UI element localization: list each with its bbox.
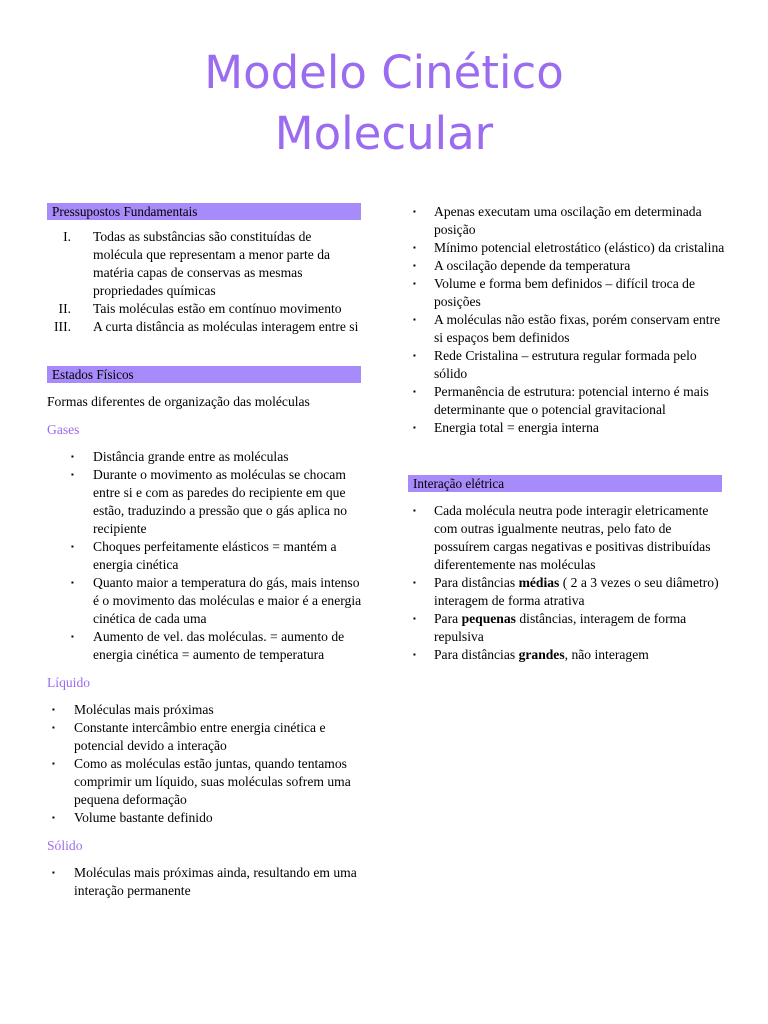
list-item xyxy=(405,347,725,383)
list-text: Moléculas mais próximas xyxy=(74,702,214,717)
list-item xyxy=(44,300,364,318)
title-line-1: Modelo Cinético xyxy=(204,46,564,99)
bullet-icon: ▪ xyxy=(52,868,55,877)
list-number: III. xyxy=(54,319,71,334)
bullet-icon: ▪ xyxy=(71,632,74,641)
title-line-2: Molecular xyxy=(274,107,494,160)
emphasis-text: pequenas xyxy=(461,611,516,626)
emphasis-text: grandes xyxy=(518,647,565,662)
bullet-icon: ▪ xyxy=(413,614,416,623)
list-item xyxy=(44,701,364,719)
list-item xyxy=(44,228,364,300)
bullet-icon: ▪ xyxy=(52,759,55,768)
left-column xyxy=(44,203,364,900)
list-text: Constante intercâmbio entre energia cinética e potencial devido a interação xyxy=(74,720,326,753)
list-text: Cada molécula neutra pode interagir eletricamente com outras igualmente neutras, pelo fato de possuírem cargas negativas e positivas distribuídas diferentemente nas moléculas xyxy=(434,503,711,572)
subheading-liquido: Líquido xyxy=(47,675,91,690)
bullet-icon: ▪ xyxy=(71,542,74,551)
list-item xyxy=(405,574,725,610)
list-item xyxy=(405,646,725,664)
list-text: Tais moléculas estão em contínuo movimento xyxy=(93,301,342,316)
section-header-pressupostos: Pressupostos Fundamentais xyxy=(47,203,361,220)
bullet-icon: ▪ xyxy=(413,650,416,659)
list-text: Volume bastante definido xyxy=(74,810,213,825)
list-text: Distância grande entre as moléculas xyxy=(93,449,289,464)
estados-intro: Formas diferentes de organização das moléculas xyxy=(47,394,310,409)
section-header-interacao: Interação elétrica xyxy=(408,475,722,492)
list-text-before: Para distâncias xyxy=(434,575,519,590)
bullet-icon: ▪ xyxy=(413,423,416,432)
section-header-estados: Estados Físicos xyxy=(47,366,361,383)
list-text: Permanência de estrutura: potencial interno é mais determinante que o potencial gravitacional xyxy=(434,384,709,417)
list-item xyxy=(44,809,364,827)
list-text: Volume e forma bem definidos – difícil troca de posições xyxy=(434,276,695,309)
subheading-solido: Sólido xyxy=(47,838,83,853)
list-text-before: Para distâncias xyxy=(434,647,519,662)
bullet-icon: ▪ xyxy=(413,578,416,587)
list-text-after: distâncias, interagem de forma repulsiva xyxy=(434,611,687,644)
solido-list xyxy=(44,864,364,900)
list-text: Energia total = energia interna xyxy=(434,420,599,435)
list-text: Moléculas mais próximas ainda, resultando em uma interação permanente xyxy=(74,865,357,898)
subheading-gases: Gases xyxy=(47,422,80,437)
bullet-icon: ▪ xyxy=(52,813,55,822)
list-text-before: Para xyxy=(434,611,462,626)
bullet-icon: ▪ xyxy=(413,315,416,324)
list-item xyxy=(405,239,725,257)
list-item xyxy=(44,864,364,900)
bullet-icon: ▪ xyxy=(52,705,55,714)
list-number: I. xyxy=(63,229,71,244)
list-item xyxy=(405,203,725,239)
pressupostos-list xyxy=(44,228,364,336)
list-item xyxy=(405,419,725,437)
list-text: Como as moléculas estão juntas, quando tentamos comprimir um líquido, suas moléculas sofrem uma pequena deformação xyxy=(74,756,351,807)
right-column xyxy=(405,203,725,664)
page-title xyxy=(0,42,768,164)
list-text: Mínimo potencial eletrostático (elástico) da cristalina xyxy=(434,240,725,255)
list-item xyxy=(405,275,725,311)
list-item xyxy=(44,755,364,809)
bullet-icon: ▪ xyxy=(52,723,55,732)
list-text: A curta distância as moléculas interagem entre si xyxy=(93,319,359,334)
list-text: Todas as substâncias são constituídas de molécula que representam a menor parte da matéria capas de conservas as mesmas propriedades químicas xyxy=(93,229,331,298)
bullet-icon: ▪ xyxy=(413,261,416,270)
list-item xyxy=(44,466,364,538)
list-item xyxy=(44,538,364,574)
list-text: Durante o movimento as moléculas se chocam entre si e com as paredes do recipiente em que estão, traduzindo a pressão que o gás aplica no recipiente xyxy=(93,467,348,536)
bullet-icon: ▪ xyxy=(413,387,416,396)
bullet-icon: ▪ xyxy=(71,452,74,461)
bullet-icon: ▪ xyxy=(413,279,416,288)
list-text: Quanto maior a temperatura do gás, mais intenso é o movimento das moléculas e maior é a energia cinética de cada uma xyxy=(93,575,362,626)
list-text-after: , não interagem xyxy=(564,647,649,662)
bullet-icon: ▪ xyxy=(71,578,74,587)
bullet-icon: ▪ xyxy=(413,351,416,360)
list-text: A moléculas não estão fixas, porém conservam entre si espaços bem definidos xyxy=(434,312,721,345)
bullet-icon: ▪ xyxy=(71,470,74,479)
solido-continued-list xyxy=(405,203,725,437)
emphasis-text: médias xyxy=(518,575,560,590)
list-item xyxy=(44,628,364,664)
gases-list xyxy=(44,448,364,664)
list-item xyxy=(44,719,364,755)
bullet-icon: ▪ xyxy=(413,243,416,252)
list-text: Apenas executam uma oscilação em determinada posição xyxy=(434,204,702,237)
list-text: Rede Cristalina – estrutura regular formada pelo sólido xyxy=(434,348,697,381)
list-item xyxy=(405,383,725,419)
list-text: Aumento de vel. das moléculas. = aumento de energia cinética = aumento de temperatura xyxy=(93,629,345,662)
list-number: II. xyxy=(58,301,71,316)
bullet-icon: ▪ xyxy=(413,207,416,216)
bullet-icon: ▪ xyxy=(413,506,416,515)
list-text-after: ( 2 a 3 vezes o seu diâmetro) interagem de forma atrativa xyxy=(434,575,719,608)
list-item xyxy=(44,448,364,466)
liquido-list xyxy=(44,701,364,827)
list-item xyxy=(44,574,364,628)
list-item xyxy=(405,257,725,275)
list-text: A oscilação depende da temperatura xyxy=(434,258,631,273)
list-item xyxy=(44,318,364,336)
list-item xyxy=(405,502,725,574)
interacao-list xyxy=(405,502,725,664)
list-item xyxy=(405,311,725,347)
list-item xyxy=(405,610,725,646)
list-text: Choques perfeitamente elásticos = mantém a energia cinética xyxy=(93,539,337,572)
